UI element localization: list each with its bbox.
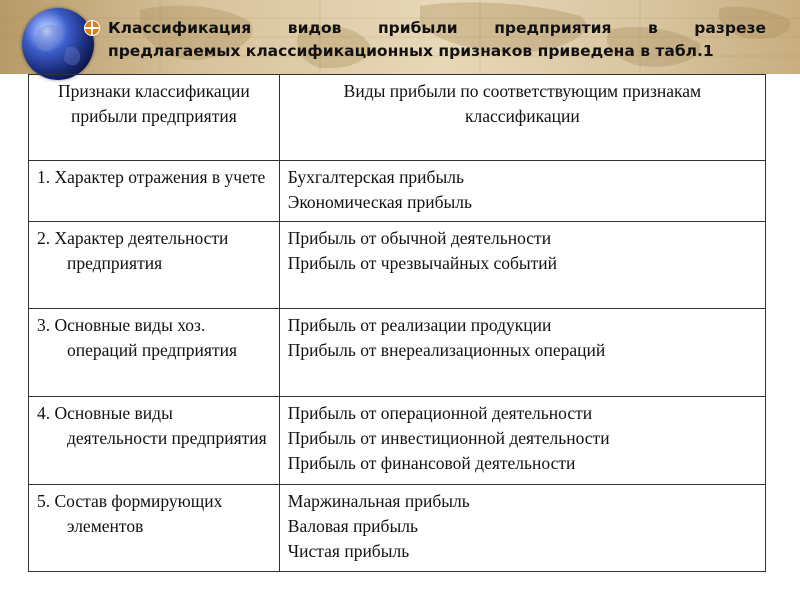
heading-line-1: Классификация видов прибыли предприятия в разрезе xyxy=(108,19,766,37)
profit-type: Бухгалтерская прибыль xyxy=(287,167,464,187)
table-row xyxy=(29,397,766,485)
types-cell xyxy=(279,161,765,222)
criterion-cell: 2. Характер деятельности предприятия xyxy=(29,222,280,309)
profit-type: Прибыль от обычной деятельности xyxy=(287,228,552,248)
criterion-cell: 5. Состав формирующих элементов xyxy=(29,485,280,572)
criterion-cell: 1. Характер отражения в учете xyxy=(29,161,280,222)
types-cell xyxy=(279,222,765,309)
profit-classification-table xyxy=(28,74,766,572)
criterion-cell: 4. Основные виды деятельности предприятия xyxy=(29,397,280,485)
profit-type: Прибыль от внереализационных операций xyxy=(287,340,606,360)
slide-heading xyxy=(108,17,766,63)
profit-type: Прибыль от чрезвычайных событий xyxy=(287,253,558,273)
heading-line-2: предлагаемых классификационных признаков приведена в табл.1 xyxy=(108,42,714,60)
profit-type: Маржинальная прибыль xyxy=(287,491,470,511)
table-header-row xyxy=(29,75,766,161)
profit-type: Валовая прибыль xyxy=(287,516,418,536)
types-cell xyxy=(279,397,765,485)
table-row xyxy=(29,161,766,222)
criterion-cell: 3. Основные виды хоз. операций предприятия xyxy=(29,309,280,397)
profit-type: Прибыль от реализации продукции xyxy=(287,315,552,335)
profit-type: Чистая прибыль xyxy=(287,541,410,561)
header-cell-types: Виды прибыли по соответствующим признакам классификации xyxy=(279,75,765,161)
profit-type: Прибыль от инвестиционной деятельности xyxy=(287,428,610,448)
header-cell-criteria: Признаки классификации прибыли предприятия xyxy=(29,75,280,161)
types-cell xyxy=(279,309,765,397)
table-row xyxy=(29,222,766,309)
profit-type: Экономическая прибыль xyxy=(287,192,472,212)
profit-type: Прибыль от операционной деятельности xyxy=(287,403,593,423)
table-row xyxy=(29,485,766,572)
table-row xyxy=(29,309,766,397)
profit-type: Прибыль от финансовой деятельности xyxy=(287,453,576,473)
compass-rose-icon xyxy=(84,20,100,36)
types-cell xyxy=(279,485,765,572)
globe-icon xyxy=(22,8,94,80)
